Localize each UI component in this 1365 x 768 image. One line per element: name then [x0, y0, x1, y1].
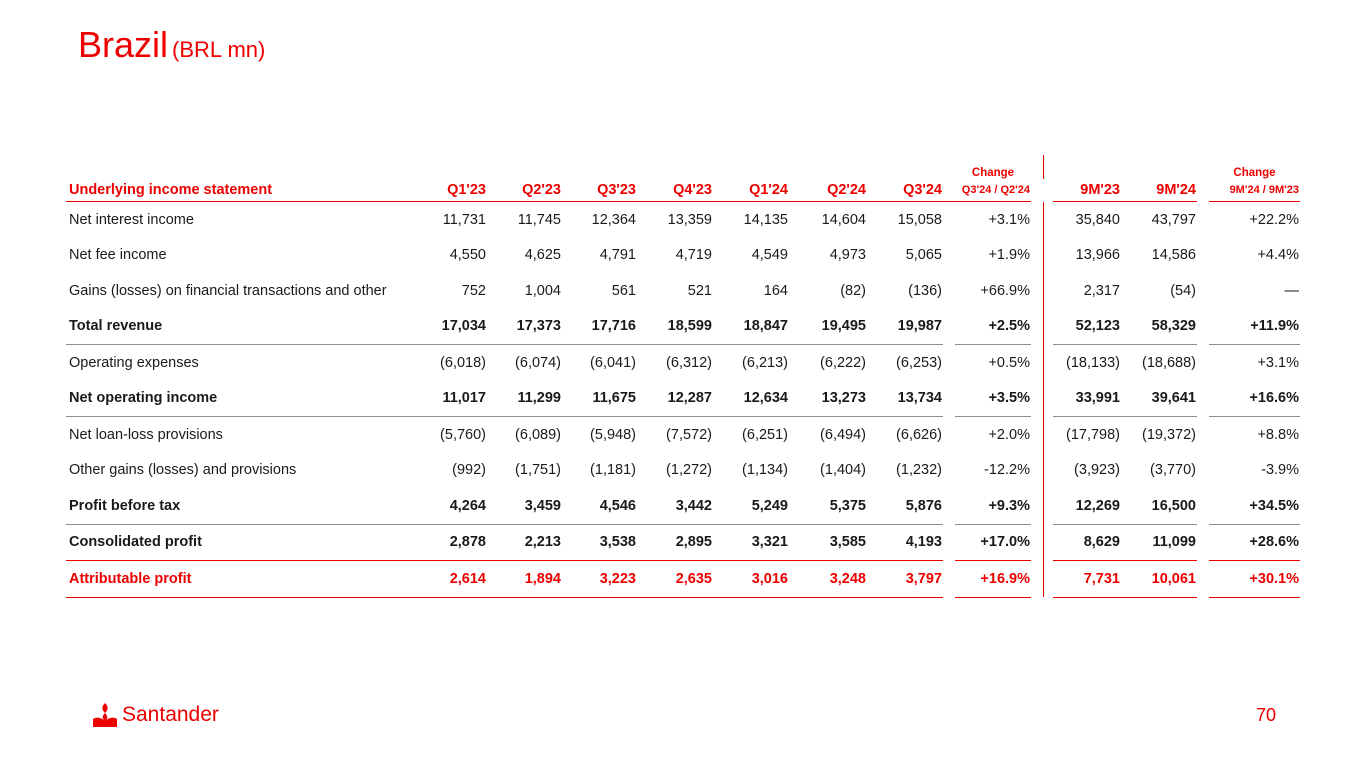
table-row: [66, 238, 1300, 274]
quarter-value: 13,273: [789, 381, 867, 417]
header-quarter: Q4'23: [637, 179, 713, 202]
quarter-value: (1,232): [896, 462, 942, 479]
santander-logo: [92, 702, 219, 728]
quarter-value: 17,373: [487, 309, 562, 345]
ytd-value: (17,798): [1065, 426, 1120, 443]
quarter-value: 5,876: [867, 488, 943, 524]
ytd-change-value: +22.2%: [1249, 211, 1299, 228]
row-label: Net loan-loss provisions: [69, 426, 223, 443]
quarter-value: 3,321: [713, 524, 789, 561]
quarter-value: (1,751): [515, 462, 561, 479]
quarter-value: 17,034: [407, 309, 487, 345]
quarter-value: (6,041): [590, 354, 636, 371]
header-quarter: Q1'24: [713, 179, 789, 202]
quarter-value: 18,599: [637, 309, 713, 345]
ytd-change-value: +4.4%: [1257, 247, 1299, 264]
quarter-value: 11,745: [517, 211, 561, 228]
row-label: Gains (losses) on financial transactions and other: [69, 282, 387, 299]
table-row: [66, 524, 1300, 561]
quarter-value: 11,017: [407, 381, 487, 417]
quarter-value: (7,572): [666, 426, 712, 443]
quarter-value: 3,459: [487, 488, 562, 524]
quarter-value: 5,065: [905, 247, 942, 264]
ytd-value: 58,329: [1121, 309, 1197, 345]
row-label: Total revenue: [66, 309, 407, 345]
header-row: [66, 179, 1300, 202]
quarter-value: 3,538: [562, 524, 637, 561]
quarter-value: (6,251): [742, 426, 788, 443]
ytd-value: 33,991: [1053, 381, 1121, 417]
quarter-value: (992): [452, 462, 486, 479]
quarter-value: 3,585: [789, 524, 867, 561]
quarter-value: 4,546: [562, 488, 637, 524]
row-label: Consolidated profit: [66, 524, 407, 561]
page-title: [78, 24, 265, 66]
quarter-value: 14,135: [743, 211, 788, 228]
header-label: Underlying income statement: [66, 179, 407, 202]
page-title-main: Brazil: [78, 24, 169, 65]
ytd-value: 8,629: [1053, 524, 1121, 561]
row-label: Operating expenses: [69, 354, 199, 371]
ytd-change-value: +16.6%: [1209, 381, 1300, 417]
quarter-value: 18,847: [713, 309, 789, 345]
header-ytd-change: 9M'24 / 9M'23: [1209, 179, 1300, 202]
quarter-value: 521: [687, 282, 712, 299]
ytd-value: 16,500: [1121, 488, 1197, 524]
table-row: [66, 273, 1300, 309]
quarter-value: 2,635: [637, 561, 713, 598]
row-label: Net interest income: [69, 211, 194, 228]
quarter-value: (82): [840, 282, 866, 299]
quarter-value: 11,731: [442, 211, 486, 228]
quarter-value: 2,213: [487, 524, 562, 561]
quarter-value: 4,973: [829, 247, 866, 264]
quarter-value: 3,442: [637, 488, 713, 524]
quarter-value: 561: [611, 282, 636, 299]
ytd-value: 11,099: [1121, 524, 1197, 561]
quarter-value: 164: [763, 282, 788, 299]
table-row: [66, 453, 1300, 489]
ytd-value: 2,317: [1083, 282, 1120, 299]
table-row: [66, 488, 1300, 524]
ytd-value: (18,688): [1141, 354, 1196, 371]
header-ytd: 9M'23: [1053, 179, 1121, 202]
ytd-value: 13,966: [1075, 247, 1120, 264]
income-statement-table: [66, 155, 1300, 598]
ytd-change-value: +30.1%: [1209, 561, 1300, 598]
ytd-value: (3,923): [1074, 462, 1120, 479]
quarter-value: 3,248: [789, 561, 867, 598]
quarter-value: (6,312): [666, 354, 712, 371]
quarter-value: (1,181): [590, 462, 636, 479]
ytd-change-value: +8.8%: [1257, 426, 1299, 443]
page-title-unit: (BRL mn): [172, 37, 266, 62]
ytd-value: 39,641: [1121, 381, 1197, 417]
quarter-change-value: +66.9%: [980, 282, 1030, 299]
quarter-value: (6,494): [820, 426, 866, 443]
ytd-value: 10,061: [1121, 561, 1197, 598]
row-label: Profit before tax: [66, 488, 407, 524]
ytd-change-value: +34.5%: [1209, 488, 1300, 524]
quarter-change-value: +17.0%: [955, 524, 1031, 561]
quarter-value: 752: [461, 282, 486, 299]
header-quarter: Q2'23: [487, 179, 562, 202]
super-header-row: [66, 155, 1300, 179]
quarter-value: 17,716: [562, 309, 637, 345]
header-quarter: Q3'23: [562, 179, 637, 202]
quarter-change-value: +2.5%: [955, 309, 1031, 345]
ytd-value: (54): [1170, 282, 1196, 299]
ytd-value: 14,586: [1151, 247, 1196, 264]
quarter-change-value: +3.1%: [988, 211, 1030, 228]
quarter-value: 2,895: [637, 524, 713, 561]
row-label: Net operating income: [66, 381, 407, 417]
quarter-value: 14,604: [821, 211, 866, 228]
quarter-change-value: +16.9%: [955, 561, 1031, 598]
ytd-change-value: +3.1%: [1257, 354, 1299, 371]
quarter-change-value: -12.2%: [984, 462, 1030, 479]
income-statement-table-wrap: [66, 155, 1300, 598]
quarter-value: (5,760): [440, 426, 486, 443]
ytd-change-value: —: [1284, 282, 1299, 299]
quarter-value: 13,734: [867, 381, 943, 417]
ytd-change-value: -3.9%: [1261, 462, 1299, 479]
table-row: [66, 309, 1300, 345]
table-row: [66, 202, 1300, 238]
table-row: [66, 561, 1300, 598]
quarter-value: 12,287: [637, 381, 713, 417]
header-quarter: Q1'23: [407, 179, 487, 202]
quarter-value: 13,359: [667, 211, 712, 228]
quarter-value: (6,253): [896, 354, 942, 371]
table-row: [66, 381, 1300, 417]
santander-flame-icon: [92, 702, 118, 728]
quarter-value: 3,797: [867, 561, 943, 598]
ytd-value: (3,770): [1150, 462, 1196, 479]
ytd-change-super-header: Change: [1233, 167, 1276, 179]
quarter-value: 12,634: [713, 381, 789, 417]
quarter-value: 4,193: [867, 524, 943, 561]
quarter-value: 4,719: [675, 247, 712, 264]
quarter-change-value: +9.3%: [955, 488, 1031, 524]
quarter-change-value: +3.5%: [955, 381, 1031, 417]
quarter-value: 1,004: [524, 282, 561, 299]
quarter-value: (6,074): [515, 354, 561, 371]
quarter-value: (6,018): [440, 354, 486, 371]
table-row: [66, 345, 1300, 381]
quarter-value: (5,948): [590, 426, 636, 443]
quarter-value: 1,894: [487, 561, 562, 598]
quarter-value: 2,878: [407, 524, 487, 561]
quarter-value: 3,223: [562, 561, 637, 598]
quarter-value: (1,404): [820, 462, 866, 479]
header-ytd: 9M'24: [1121, 179, 1197, 202]
row-label: Other gains (losses) and provisions: [69, 462, 297, 479]
quarter-value: 2,614: [407, 561, 487, 598]
header-quarter: Q2'24: [789, 179, 867, 202]
ytd-value: 52,123: [1053, 309, 1121, 345]
quarter-value: (1,272): [666, 462, 712, 479]
quarter-value: 12,364: [591, 211, 636, 228]
table-row: [66, 417, 1300, 453]
quarter-change-super-header: Change: [971, 167, 1015, 179]
quarter-value: 3,016: [713, 561, 789, 598]
ytd-change-value: +11.9%: [1209, 309, 1300, 345]
ytd-value: (19,372): [1141, 426, 1196, 443]
quarter-value: 4,549: [751, 247, 788, 264]
quarter-value: 11,675: [562, 381, 637, 417]
quarter-value: 11,299: [487, 381, 562, 417]
quarter-value: 5,375: [789, 488, 867, 524]
ytd-value: 43,797: [1151, 211, 1196, 228]
quarter-value: 4,791: [599, 247, 636, 264]
quarter-value: 4,264: [407, 488, 487, 524]
ytd-value: 12,269: [1053, 488, 1121, 524]
quarter-change-value: +1.9%: [988, 247, 1030, 264]
ytd-value: 35,840: [1075, 211, 1120, 228]
quarter-value: (6,626): [896, 426, 942, 443]
ytd-value: 7,731: [1053, 561, 1121, 598]
quarter-change-value: +2.0%: [988, 426, 1030, 443]
quarter-value: (6,213): [742, 354, 788, 371]
quarter-value: 19,987: [867, 309, 943, 345]
quarter-value: (136): [908, 282, 942, 299]
page-number: 70: [1255, 705, 1276, 725]
quarter-change-value: +0.5%: [988, 354, 1030, 371]
quarter-value: (6,222): [820, 354, 866, 371]
row-label: Attributable profit: [66, 561, 407, 598]
ytd-change-value: +28.6%: [1209, 524, 1300, 561]
row-label: Net fee income: [69, 247, 167, 264]
quarter-value: 5,249: [713, 488, 789, 524]
quarter-value: 19,495: [789, 309, 867, 345]
santander-logo-text: Santander: [122, 703, 219, 726]
ytd-value: (18,133): [1065, 354, 1120, 371]
quarter-value: (1,134): [742, 462, 788, 479]
quarter-value: 4,625: [524, 247, 561, 264]
income-statement-body: [66, 202, 1300, 598]
header-quarter-change: Q3'24 / Q2'24: [955, 179, 1031, 202]
quarter-value: 4,550: [449, 247, 486, 264]
header-quarter: Q3'24: [867, 179, 943, 202]
quarter-value: 15,058: [897, 211, 942, 228]
quarter-value: (6,089): [515, 426, 561, 443]
